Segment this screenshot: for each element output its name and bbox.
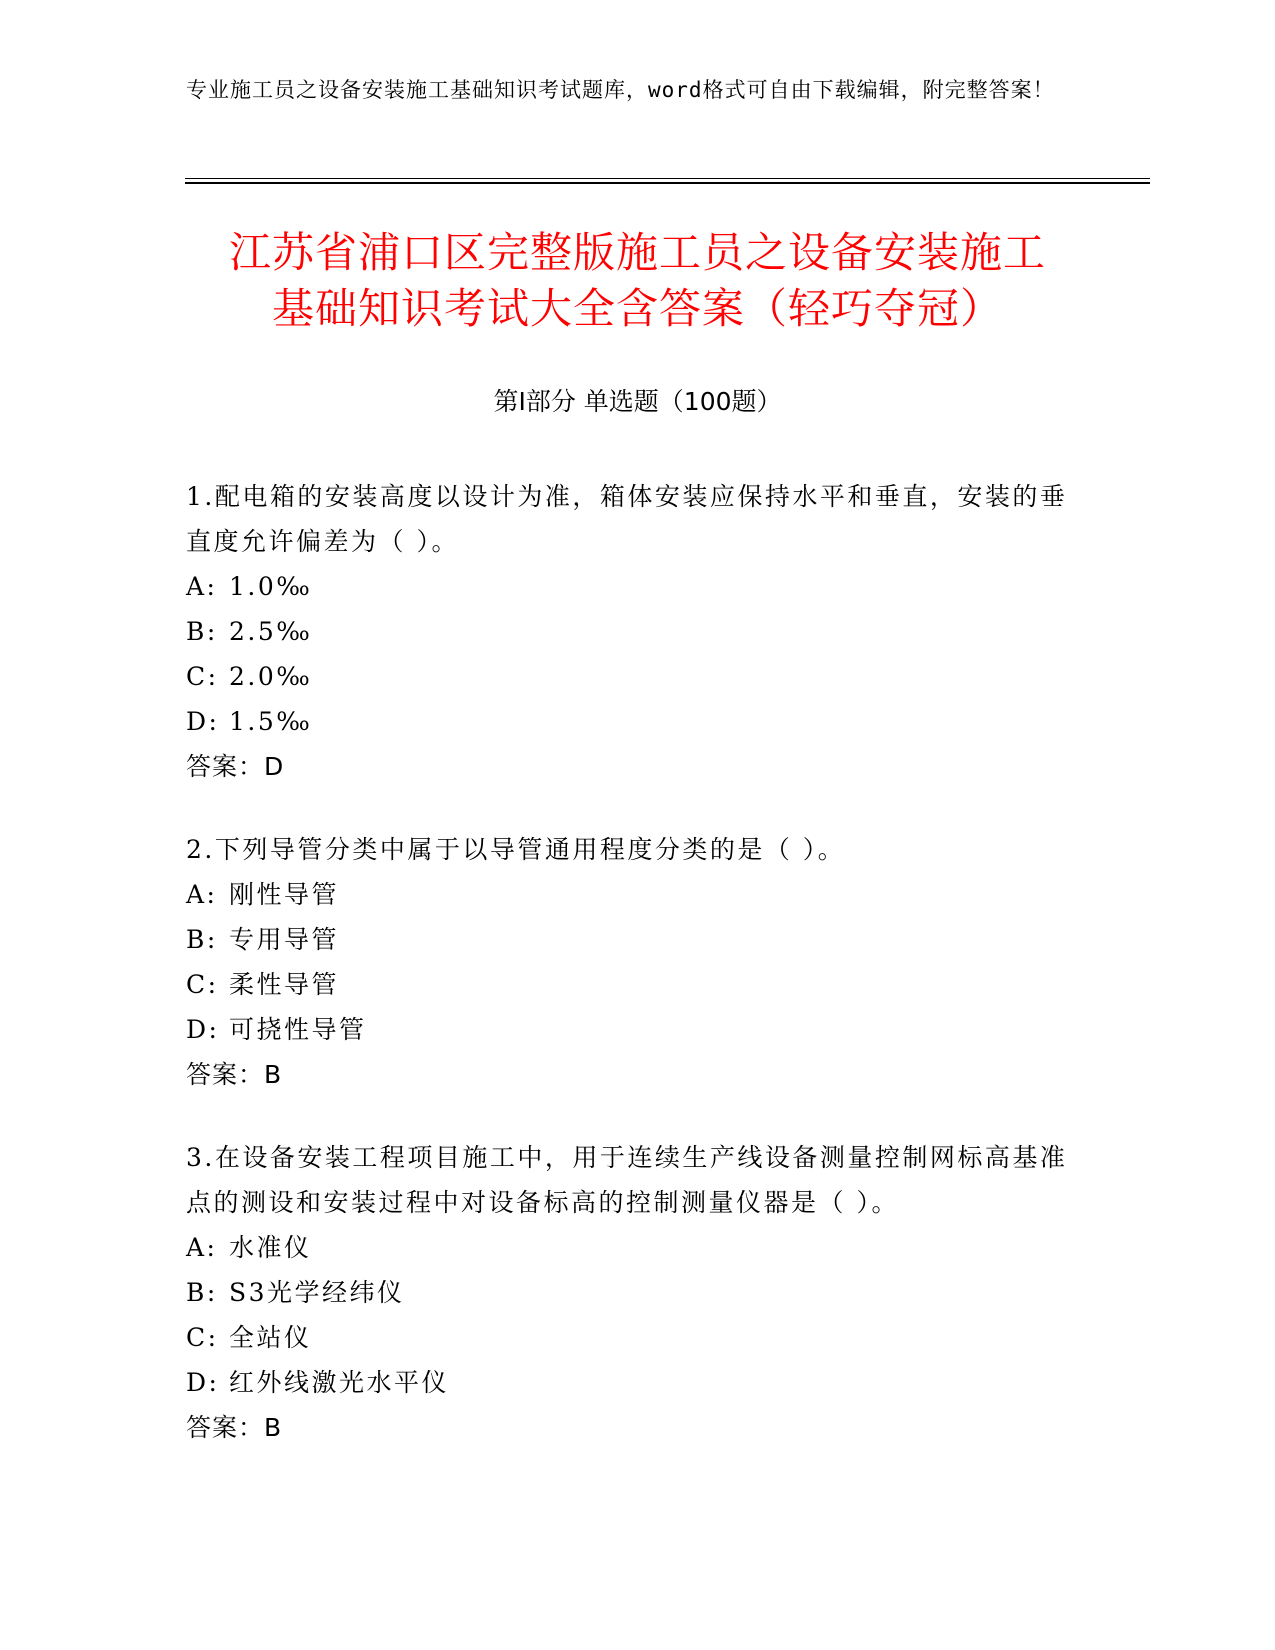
option-text: 2.5‰ — [229, 617, 313, 646]
option-text: 2.0‰ — [229, 662, 313, 691]
document-title-line-1: 江苏省浦口区完整版施工员之设备安装施工 — [228, 228, 1046, 277]
option-letter: A: — [186, 880, 218, 909]
option-letter: A: — [186, 572, 218, 601]
question-stem — [186, 474, 1076, 564]
option-a — [186, 872, 1076, 917]
option-letter: D: — [186, 1015, 220, 1044]
question-3 — [186, 1135, 1076, 1450]
document-title — [185, 225, 1090, 337]
question-number: 2. — [186, 835, 215, 864]
question-number: 3. — [186, 1143, 215, 1172]
question-text: 下列导管分类中属于以导管通用程度分类的是（ ）。 — [214, 835, 846, 864]
header-note: 专业施工员之设备安装施工基础知识考试题库，word格式可自由下载编辑，附完整答案！ — [186, 78, 1055, 102]
option-text: 水准仪 — [229, 1233, 312, 1262]
question-1 — [186, 474, 1076, 789]
question-list — [186, 474, 1076, 1488]
question-text: 配电箱的安装高度以设计为准，箱体安装应保持水平和垂直，安装的垂直度允许偏差为（ ）。 — [186, 482, 1068, 556]
option-text: 刚性导管 — [229, 880, 340, 909]
section-title: 第Ⅰ部分 单选题（100题） — [493, 387, 782, 416]
answer-value: B — [264, 1060, 283, 1089]
option-a — [186, 564, 1076, 609]
option-c — [186, 1315, 1076, 1360]
option-b — [186, 609, 1076, 654]
option-text: 红外线激光水平仪 — [229, 1368, 450, 1397]
option-letter: C: — [186, 1323, 219, 1352]
answer-line — [186, 1405, 1076, 1450]
option-d — [186, 699, 1076, 744]
option-letter: B: — [186, 617, 218, 646]
option-letter: C: — [186, 970, 219, 999]
header-divider-thin — [185, 178, 1150, 179]
answer-label: 答案： — [186, 1413, 265, 1442]
answer-label: 答案： — [186, 1060, 265, 1089]
question-text: 在设备安装工程项目施工中，用于连续生产线设备测量控制网标高基准点的测设和安装过程中对设备标高的控制测量仪器是（ ）。 — [186, 1143, 1068, 1217]
option-text: 1.5‰ — [229, 707, 313, 736]
option-text: 柔性导管 — [229, 970, 340, 999]
question-stem — [186, 827, 1076, 872]
option-a — [186, 1225, 1076, 1270]
option-letter: D: — [186, 707, 220, 736]
answer-value: D — [264, 752, 285, 781]
option-c — [186, 962, 1076, 1007]
option-text: S3光学经纬仪 — [229, 1278, 405, 1307]
option-letter: A: — [186, 1233, 218, 1262]
answer-line — [186, 744, 1076, 789]
answer-value: B — [264, 1413, 283, 1442]
option-b — [186, 1270, 1076, 1315]
option-text: 全站仪 — [229, 1323, 312, 1352]
answer-label: 答案： — [186, 752, 265, 781]
option-d — [186, 1360, 1076, 1405]
option-text: 可挠性导管 — [229, 1015, 367, 1044]
option-letter: C: — [186, 662, 219, 691]
option-text: 专用导管 — [229, 925, 340, 954]
answer-line — [186, 1052, 1076, 1097]
option-letter: D: — [186, 1368, 220, 1397]
document-title-line-2: 基础知识考试大全含答案（轻巧夺冠） — [271, 284, 1003, 333]
option-text: 1.0‰ — [229, 572, 313, 601]
question-stem — [186, 1135, 1076, 1225]
option-d — [186, 1007, 1076, 1052]
question-number: 1. — [186, 482, 215, 511]
option-letter: B: — [186, 1278, 218, 1307]
option-letter: B: — [186, 925, 218, 954]
option-c — [186, 654, 1076, 699]
question-2 — [186, 827, 1076, 1097]
option-b — [186, 917, 1076, 962]
header-divider-thick — [185, 182, 1150, 184]
